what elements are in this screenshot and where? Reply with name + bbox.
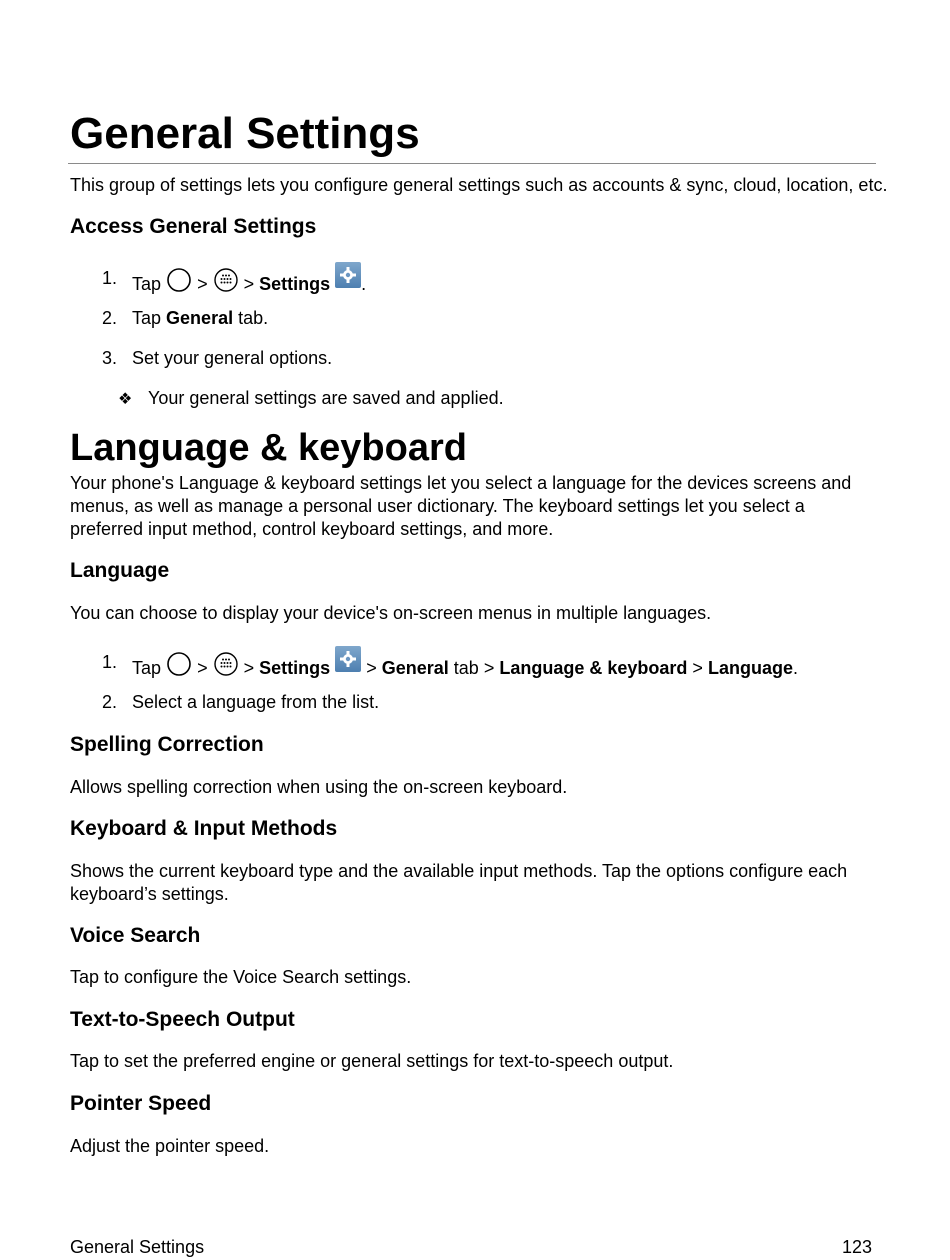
language-heading: Language bbox=[70, 559, 170, 582]
tts-text: Tap to set the preferred engine or general settings for text-to-speech output. bbox=[70, 1051, 674, 1071]
separator: > bbox=[243, 274, 255, 294]
apps-grid-icon bbox=[213, 267, 239, 296]
footer-section: General Settings bbox=[70, 1237, 205, 1257]
intro-text: This group of settings lets you configure general settings such as accounts & sync, cloud, location, etc. bbox=[70, 175, 888, 195]
title-divider bbox=[68, 163, 876, 164]
separator: > bbox=[197, 274, 208, 294]
pointer-text: Adjust the pointer speed. bbox=[70, 1136, 270, 1156]
access-step-1: Tap > > Settings . bbox=[132, 262, 366, 296]
diamond-bullet-icon: ❖ bbox=[118, 391, 133, 408]
apps-grid-icon bbox=[213, 651, 239, 680]
pointer-heading: Pointer Speed bbox=[70, 1092, 212, 1115]
step-number: 1. bbox=[102, 268, 118, 288]
voice-text: Tap to configure the Voice Search settings. bbox=[70, 967, 412, 987]
settings-gear-icon bbox=[335, 646, 361, 672]
language-step-1: Tap > > Settings > General tab > Language & keyboard > Language. bbox=[132, 646, 798, 680]
language-label: Language bbox=[707, 658, 793, 678]
page-title: General Settings bbox=[70, 109, 420, 158]
keyboard-methods-text: Shows the current keyboard type and the available input methods. Tap the options configure each bbox=[70, 861, 848, 881]
step-text: Tap bbox=[132, 274, 162, 294]
language-keyboard-label: Language & keyboard bbox=[499, 658, 688, 678]
general-label: General bbox=[166, 308, 234, 328]
voice-heading: Voice Search bbox=[70, 924, 201, 947]
access-heading: Access General Settings bbox=[70, 215, 317, 238]
page-number: 123 bbox=[841, 1237, 872, 1257]
keyboard-methods-heading: Keyboard & Input Methods bbox=[70, 817, 338, 840]
spelling-heading: Spelling Correction bbox=[70, 733, 264, 756]
step-number: 3. bbox=[102, 348, 118, 368]
home-circle-icon bbox=[166, 267, 192, 296]
language-step-2: Select a language from the list. bbox=[132, 692, 380, 712]
language-keyboard-title: Language & keyboard bbox=[70, 427, 467, 469]
access-step-2: Tap General tab. bbox=[132, 308, 269, 328]
settings-label: Settings bbox=[259, 274, 331, 294]
result-text: Your general settings are saved and applied. bbox=[148, 388, 504, 408]
step-number: 1. bbox=[102, 652, 118, 672]
language-keyboard-intro: Your phone's Language & keyboard settings let you select a language for the devices screens and menus, as well as manage a personal user dictionary. The keyboard settings let you select a preferred input method, control keyboard settings, and more. bbox=[70, 473, 852, 539]
language-text: You can choose to display your device's on-screen menus in multiple languages. bbox=[70, 603, 712, 623]
spelling-text: Allows spelling correction when using the on-screen keyboard. bbox=[70, 777, 568, 797]
home-circle-icon bbox=[166, 651, 192, 680]
keyboard-methods-text-2: keyboard’s settings. bbox=[70, 884, 229, 904]
settings-label: Settings bbox=[259, 658, 331, 678]
access-step-3: Set your general options. bbox=[132, 348, 333, 368]
general-label: General bbox=[381, 658, 449, 678]
step-number: 2. bbox=[102, 308, 118, 328]
tts-heading: Text-to-Speech Output bbox=[70, 1008, 295, 1031]
step-number: 2. bbox=[102, 692, 118, 712]
settings-gear-icon bbox=[335, 262, 361, 288]
